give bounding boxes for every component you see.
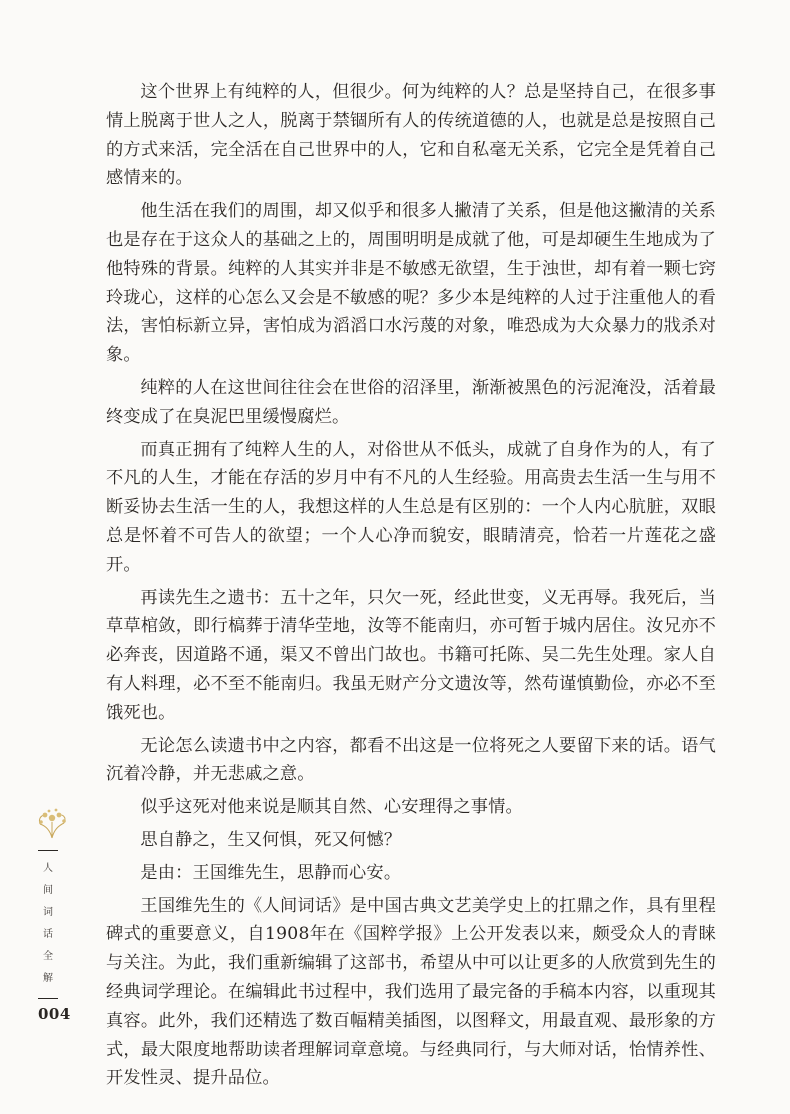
paragraph: 他生活在我们的周围，却又似乎和很多人撇清了关系，但是他这撇清的关系也是存在于这众人的基础之上的，周围明明是成就了他，可是却硬生生地成为了他特殊的背景。纯粹的人其实并非是不敏感无欲望，生于浊世，却有着一颗七窍玲珑心，这样的心怎么又会是不敏感的呢？多少本是纯粹的人过于注重他人的看法，害怕标新立异，害怕成为滔滔口水污蔑的对象，唯恐成为大众暴力的戕杀对象。	[106, 201, 716, 366]
book-title-char: 全	[43, 951, 53, 962]
paragraph: 而真正拥有了纯粹人生的人，对俗世从不低头，成就了自身作为的人，有了不凡的人生，才能在存活的岁月中有不凡的人生经验。用高贵去生活一生与用不断妥协去生活一生的人，我想这样的人生总是有区别的：一个人内心肮脏，双眼总是怀着不可告人的欲望；一个人心净而貌安，眼睛清亮，恰若一片莲花之盛开。	[106, 439, 716, 575]
divider-top	[38, 850, 58, 851]
book-title-char: 解	[43, 973, 53, 984]
paragraph: 这个世界上有纯粹的人，但很少。何为纯粹的人？总是坚持自己，在很多事情上脱离于世人之人，脱离于禁锢所有人的传统道德的人，也就是总是按照自己的方式来活，完全活在自己世界中的人，它和自私毫无关系，它完全是凭着自己感情来的。	[106, 82, 716, 189]
paragraph: 无论怎么读遗书中之内容，都看不出这是一位将死之人要留下来的话。语气沉着冷静，并无悲戚之意。	[106, 735, 716, 785]
paragraph: 是由：王国维先生，思静而心安。	[140, 862, 402, 883]
paragraph: 似乎这死对他来说是顺其自然、心安理得之事情。	[140, 797, 523, 818]
book-title-char: 间	[43, 885, 53, 896]
divider-bottom	[38, 998, 58, 999]
book-title-char: 人	[43, 863, 53, 874]
page-body	[106, 78, 716, 1097]
paragraph: 纯粹的人在这世间往往会在世俗的沼泽里，渐渐被黑色的污泥淹没，活着最终变成了在臭泥巴里缓慢腐烂。	[106, 377, 716, 427]
flower-ornament-icon	[32, 804, 72, 844]
book-title-char: 话	[43, 929, 53, 940]
book-title-vertical	[39, 858, 57, 990]
book-title-char: 词	[43, 907, 53, 918]
paragraph: 王国维先生的《人间词话》是中国古典文艺美学史上的扛鼎之作，具有里程碑式的重要意义，自1908年在《国粹学报》上公开发表以来，颇受众人的青睐与关注。为此，我们重新编辑了这部书，希望从中可以让更多的人欣赏到先生的经典词学理论。在编辑此书过程中，我们选用了最完备的手稿本内容，以重现其真容。此外，我们还精选了数百幅精美插图，以图释文，用最直观、最形象的方式，最大限度地帮助读者理解词章意境。与经典同行，与大师对话，怡情养性、开发性灵、提升品位。	[106, 895, 716, 1089]
page-number: 004	[38, 1005, 71, 1023]
paragraph: 再读先生之遗书：五十之年，只欠一死，经此世变，义无再辱。我死后，当草草棺敛，即行槁葬于清华茔地，汝等不能南归，亦可暂于城内居住。汝兄亦不必奔丧，因道路不通，渠又不曾出门故也。书籍可托陈、吴二先生处理。家人自有人料理，必不至不能南归。我虽无财产分文遗汝等，然苟谨慎勤俭，亦必不至饿死也。	[106, 587, 716, 723]
paragraph: 思自静之，生又何惧，死又何憾？	[140, 829, 402, 850]
